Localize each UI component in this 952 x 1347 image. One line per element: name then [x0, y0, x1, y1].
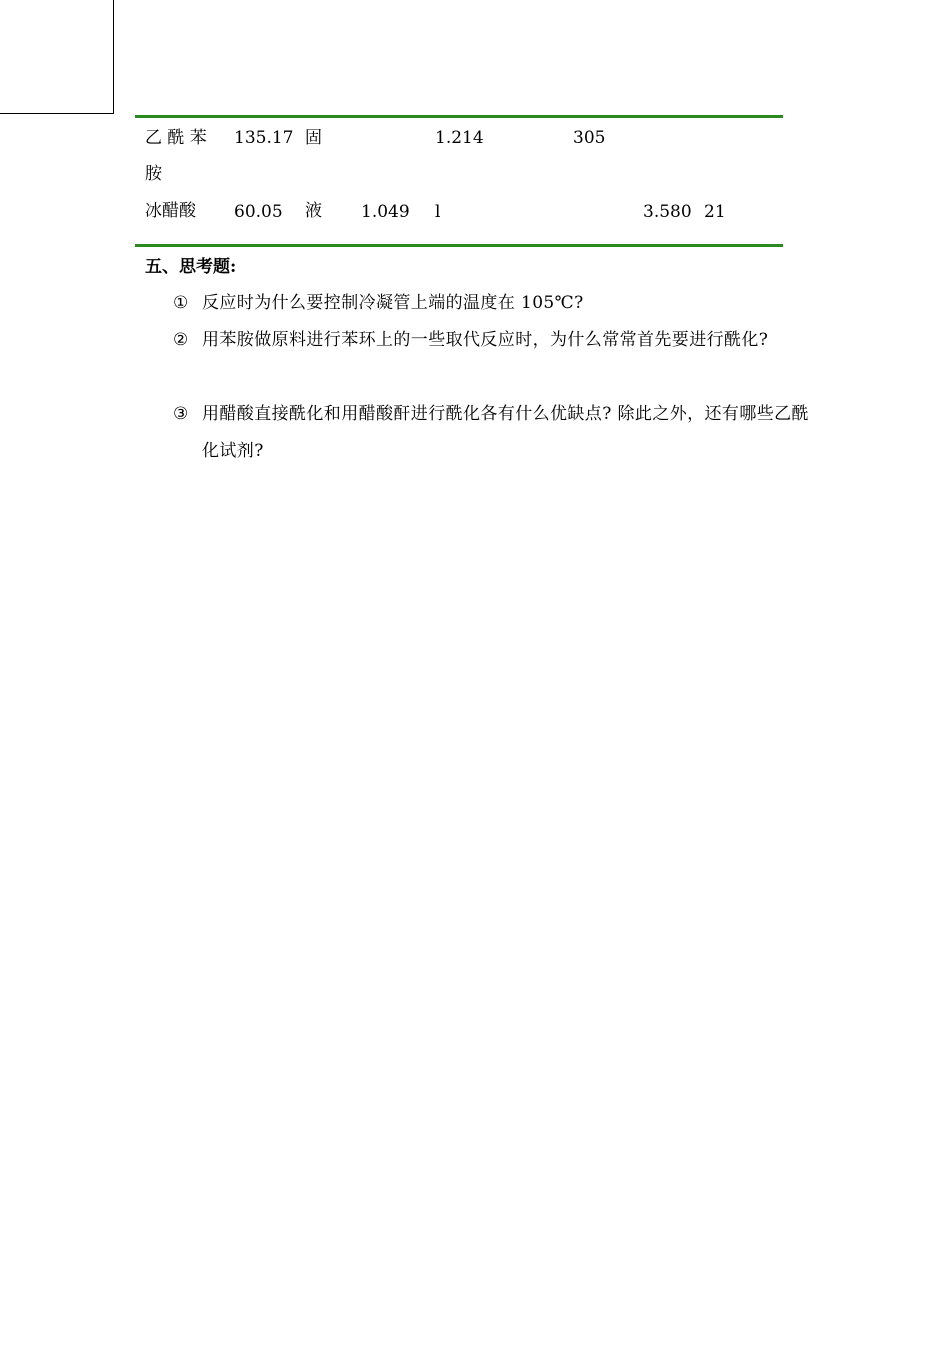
table-cell-name: 冰醋酸 — [145, 201, 196, 221]
table-cell-density: 1.214 — [435, 128, 484, 148]
question-number: ③ — [173, 404, 189, 424]
table-cell-col8: 21 — [704, 202, 726, 222]
question-text: 用醋酸直接酰化和用醋酸酐进行酰化各有什么优缺点? 除此之外，还有哪些乙酰化试剂? — [202, 404, 809, 461]
question-number: ① — [173, 293, 189, 313]
table-cell-bp: 305 — [573, 128, 606, 148]
question-text: 反应时为什么要控制冷凝管上端的温度在 105℃? — [202, 293, 584, 313]
section-heading: 五、思考题: — [145, 257, 237, 277]
page-corner-box — [0, 0, 114, 114]
table-cell-col4: 1.049 — [361, 202, 410, 222]
table-cell-mw: 60.05 — [234, 202, 283, 222]
question-item-2 — [173, 322, 813, 359]
table-cell-name: 乙 酰 苯 — [145, 128, 207, 148]
table-cell-density: l — [435, 202, 441, 222]
table-cell-state: 固 — [305, 128, 322, 148]
table-cell-mw: 135.17 — [234, 128, 294, 148]
table-top-rule — [135, 115, 783, 118]
question-text: 用苯胺做原料进行苯环上的一些取代反应时，为什么常常首先要进行酰化? — [202, 330, 769, 350]
table-cell-col7: 3.580 — [643, 202, 692, 222]
table-cell-state: 液 — [305, 201, 322, 221]
table-bottom-rule — [135, 244, 783, 247]
table-cell-name-cont: 胺 — [145, 164, 162, 184]
question-item-3 — [173, 396, 813, 470]
question-number: ② — [173, 330, 189, 350]
question-item-1 — [173, 285, 813, 322]
